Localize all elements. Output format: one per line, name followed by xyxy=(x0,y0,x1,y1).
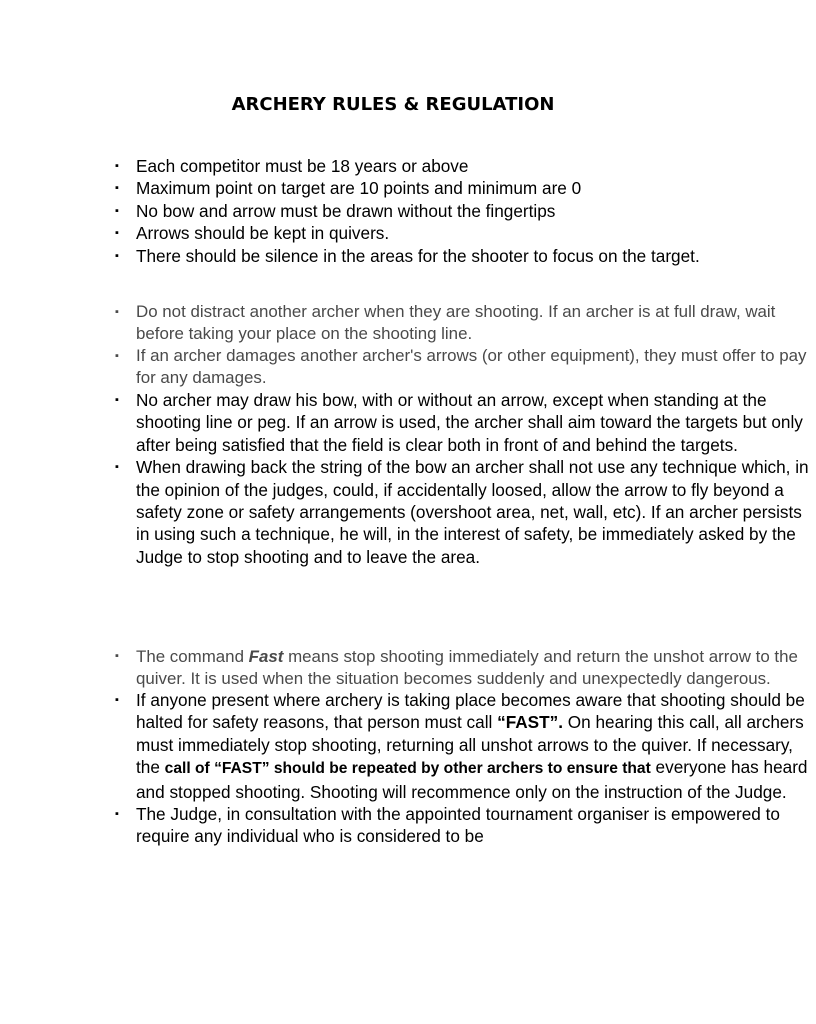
list-item: ▪ Arrows should be kept in quivers. xyxy=(0,222,816,244)
page-title: ARCHERY RULES & REGULATION xyxy=(231,94,555,115)
bullet-square-icon xyxy=(115,389,119,411)
bullet-square-icon xyxy=(115,301,119,323)
list-item: ▪ Each competitor must be 18 years or above xyxy=(0,155,816,177)
list-item: ▪ There should be silence in the areas for the shooter to focus on the target. xyxy=(0,245,816,267)
bullet-square-icon xyxy=(115,200,119,222)
rules-list-safety xyxy=(0,646,816,848)
bullet-square-icon xyxy=(115,345,119,367)
list-item: ▪ Do not distract another archer when they are shooting. If an archer is at full draw, wait before taking your place on the shooting line. xyxy=(0,301,816,345)
bullet-square-icon xyxy=(115,689,119,711)
bullet-square-icon xyxy=(115,177,119,199)
list-item-judge: ▪ The Judge, in consultation with the appointed tournament organiser is empowered to require any individual who is considered to be xyxy=(0,803,816,848)
list-item-fast-command: ▪ The command Fast means stop shooting immediately and return the unshot arrow to the quiver. It is used when the situation becomes suddenly and unexpectedly dangerous. xyxy=(0,646,816,689)
bullet-square-icon xyxy=(115,456,119,478)
bullet-square-icon xyxy=(115,245,119,267)
rules-list-basic xyxy=(0,155,816,267)
list-item: ▪ When drawing back the string of the bow an archer shall not use any technique which, in the opinion of the judges, could, if accidentally loosed, allow the arrow to fly beyond a safety zone or safety arrangements (overshoot area, net, wall, etc). If an archer persists in using such a technique, he will, in the interest of safety, be immediately asked by the Judge to stop shooting and to leave the area. xyxy=(0,456,816,568)
list-item: ▪ If an archer damages another archer's arrows (or other equipment), they must offer to pay for any damages. xyxy=(0,345,816,389)
bullet-square-icon xyxy=(115,222,119,244)
list-item-fast-call: ▪ If anyone present where archery is taking place becomes aware that shooting should be halted for safety reasons, that person must call “FAST”. On hearing this call, all archers must immediately stop shooting, returning all unshot arrows to the quiver. If necessary, the call of “FAST” should be repeated by other archers to ensure that everyone has heard and stopped shooting. Shooting will recommence only on the instruction of the Judge. xyxy=(0,689,816,803)
list-item: ▪ No bow and arrow must be drawn without the fingertips xyxy=(0,200,816,222)
bullet-square-icon xyxy=(115,803,119,825)
rules-list-conduct xyxy=(0,301,816,568)
bullet-square-icon xyxy=(115,155,119,177)
bullet-square-icon xyxy=(115,646,119,668)
list-item: ▪ No archer may draw his bow, with or without an arrow, except when standing at the shooting line or peg. If an arrow is used, the archer shall aim toward the targets but only after being satisfied that the field is clear both in front of and behind the targets. xyxy=(0,389,816,456)
list-item: ▪ Maximum point on target are 10 points and minimum are 0 xyxy=(0,177,816,199)
